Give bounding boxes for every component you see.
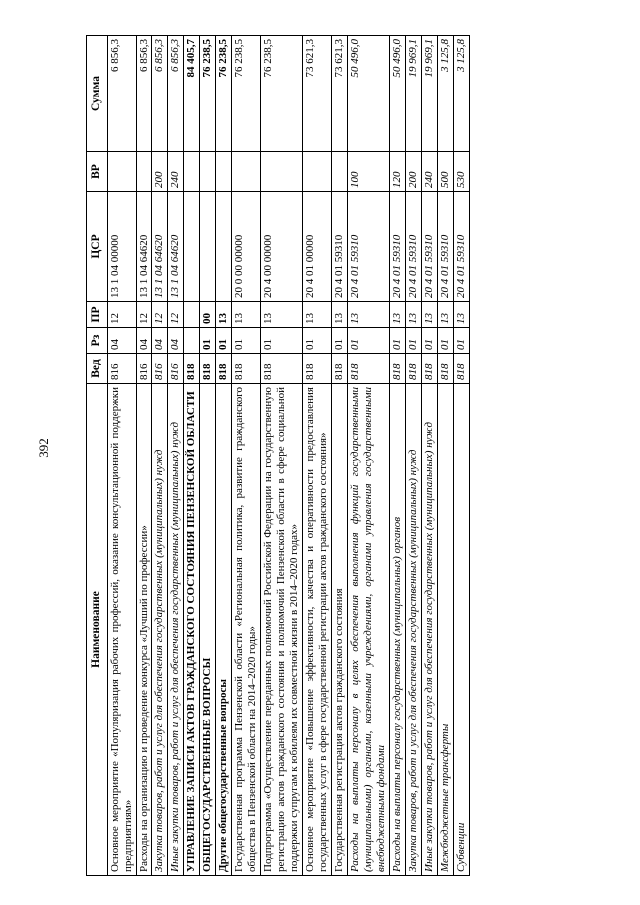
- row-rz-cell: 01: [200, 328, 216, 354]
- row-csr-cell: 20 4 01 59310: [453, 192, 469, 302]
- row-vr-cell: 530: [453, 152, 469, 192]
- row-sum-cell: 50 496,0: [389, 36, 405, 152]
- row-vr-cell: 240: [168, 152, 184, 192]
- header-pr: ПР: [87, 302, 108, 328]
- row-ved-cell: 818: [303, 354, 332, 384]
- row-csr-cell: 20 4 01 59310: [332, 192, 348, 302]
- row-vr-cell: [136, 152, 152, 192]
- row-vr-cell: 200: [405, 152, 421, 192]
- row-ved-cell: 818: [200, 354, 216, 384]
- row-sum-cell: 19 969,1: [405, 36, 421, 152]
- row-pr-cell: 13: [303, 302, 332, 328]
- table-row: [168, 36, 184, 876]
- row-name-cell: Расходы на организацию и проведение конкурса «Лучший по профессии»: [136, 384, 152, 876]
- row-csr-cell: 13 1 04 64620: [168, 192, 184, 302]
- row-vr-cell: [232, 152, 261, 192]
- row-vr-cell: 200: [152, 152, 168, 192]
- row-sum-cell: 73 621,3: [332, 36, 348, 152]
- row-name-cell: Государственная регистрация актов гражданского состояния: [332, 384, 348, 876]
- row-ved-cell: 818: [216, 354, 232, 384]
- row-csr-cell: 20 0 00 00000: [232, 192, 261, 302]
- row-vr-cell: [107, 152, 136, 192]
- row-ved-cell: 818: [261, 354, 303, 384]
- header-vr: ВР: [87, 152, 108, 192]
- row-name-cell: ОБЩЕГОСУДАРСТВЕННЫЕ ВОПРОСЫ: [200, 384, 216, 876]
- row-rz-cell: 01: [453, 328, 469, 354]
- row-csr-cell: 13 1 04 64620: [136, 192, 152, 302]
- row-ved-cell: 816: [168, 354, 184, 384]
- row-pr-cell: 13: [216, 302, 232, 328]
- row-ved-cell: 818: [453, 354, 469, 384]
- row-rz-cell: 04: [107, 328, 136, 354]
- table-row: [107, 36, 136, 876]
- row-vr-cell: [303, 152, 332, 192]
- row-rz-cell: [184, 328, 200, 354]
- row-sum-cell: 76 238,5: [216, 36, 232, 152]
- table-row: [303, 36, 332, 876]
- row-vr-cell: [184, 152, 200, 192]
- row-ved-cell: 818: [389, 354, 405, 384]
- row-name-cell: Другие общегосударственные вопросы: [216, 384, 232, 876]
- table-row: [437, 36, 453, 876]
- page-number: 392: [36, 438, 51, 458]
- row-pr-cell: 13: [348, 302, 390, 328]
- row-pr-cell: 13: [453, 302, 469, 328]
- table-row: [348, 36, 390, 876]
- row-pr-cell: 13: [405, 302, 421, 328]
- row-vr-cell: [261, 152, 303, 192]
- row-csr-cell: 20 4 01 59310: [421, 192, 437, 302]
- header-rz: Рз: [87, 328, 108, 354]
- row-vr-cell: 500: [437, 152, 453, 192]
- row-name-cell: Расходы на выплаты персоналу в целях обеспечения выполнения функций государственными (муниципальными) органами, казенными учреждениями, органами управления государственными внебюджетными фондами: [348, 384, 390, 876]
- header-sum: Сумма: [87, 36, 108, 152]
- row-ved-cell: 818: [348, 354, 390, 384]
- row-vr-cell: [332, 152, 348, 192]
- row-pr-cell: 13: [232, 302, 261, 328]
- header-ved: Вед: [87, 354, 108, 384]
- row-ved-cell: 816: [107, 354, 136, 384]
- table-row: [261, 36, 303, 876]
- row-name-cell: Субвенции: [453, 384, 469, 876]
- table-row: [389, 36, 405, 876]
- row-csr-cell: [216, 192, 232, 302]
- table-row: [232, 36, 261, 876]
- table-row: [405, 36, 421, 876]
- row-rz-cell: 01: [348, 328, 390, 354]
- row-name-cell: Государственная программа Пензенской области «Региональная политика, развитие гражданского общества в Пензенской области на 2014–2020 годы»: [232, 384, 261, 876]
- row-vr-cell: [200, 152, 216, 192]
- row-sum-cell: 6 856,3: [168, 36, 184, 152]
- row-sum-cell: 6 856,3: [136, 36, 152, 152]
- row-pr-cell: 13: [332, 302, 348, 328]
- row-name-cell: Основное мероприятие «Популяризация рабочих профессий, оказание консультационной поддержки предприятиям»: [107, 384, 136, 876]
- table-header-row: [87, 36, 108, 876]
- row-name-cell: Межбюджетные трансферты: [437, 384, 453, 876]
- row-ved-cell: 816: [152, 354, 168, 384]
- row-pr-cell: 00: [200, 302, 216, 328]
- row-csr-cell: 20 4 01 59310: [348, 192, 390, 302]
- row-vr-cell: 100: [348, 152, 390, 192]
- row-rz-cell: 01: [389, 328, 405, 354]
- row-name-cell: УПРАВЛЕНИЕ ЗАПИСИ АКТОВ ГРАЖДАНСКОГО СОСТОЯНИЯ ПЕНЗЕНСКОЙ ОБЛАСТИ: [184, 384, 200, 876]
- row-sum-cell: 84 405,7: [184, 36, 200, 152]
- row-sum-cell: 19 969,1: [421, 36, 437, 152]
- row-sum-cell: 76 238,5: [200, 36, 216, 152]
- table-row: [421, 36, 437, 876]
- row-csr-cell: 20 4 01 00000: [303, 192, 332, 302]
- table-row: [152, 36, 168, 876]
- row-csr-cell: 20 4 01 59310: [405, 192, 421, 302]
- row-csr-cell: 13 1 04 64620: [152, 192, 168, 302]
- row-name-cell: Иные закупки товаров, работ и услуг для обеспечения государственных (муниципальных) нужд: [421, 384, 437, 876]
- row-sum-cell: 3 125,8: [453, 36, 469, 152]
- row-pr-cell: 12: [168, 302, 184, 328]
- row-ved-cell: 818: [405, 354, 421, 384]
- table-row: [200, 36, 216, 876]
- header-csr: ЦСР: [87, 192, 108, 302]
- row-csr-cell: [200, 192, 216, 302]
- row-vr-cell: 120: [389, 152, 405, 192]
- row-ved-cell: 818: [232, 354, 261, 384]
- row-rz-cell: 04: [136, 328, 152, 354]
- row-csr-cell: 20 4 01 59310: [437, 192, 453, 302]
- row-ved-cell: 818: [421, 354, 437, 384]
- row-rz-cell: 01: [405, 328, 421, 354]
- row-csr-cell: 20 4 00 00000: [261, 192, 303, 302]
- row-ved-cell: 818: [437, 354, 453, 384]
- row-name-cell: Основное мероприятие «Повышение эффективности, качества и оперативности предоставления государственных услуг в сфере государственной регистрации актов гражданского состояния»: [303, 384, 332, 876]
- row-rz-cell: 01: [216, 328, 232, 354]
- row-pr-cell: [184, 302, 200, 328]
- row-sum-cell: 76 238,5: [232, 36, 261, 152]
- row-sum-cell: 6 856,3: [107, 36, 136, 152]
- row-rz-cell: 01: [332, 328, 348, 354]
- header-name: Наименование: [87, 384, 108, 876]
- row-sum-cell: 50 496,0: [348, 36, 390, 152]
- row-csr-cell: [184, 192, 200, 302]
- row-rz-cell: 04: [168, 328, 184, 354]
- row-ved-cell: 816: [136, 354, 152, 384]
- table-row: [216, 36, 232, 876]
- row-vr-cell: 240: [421, 152, 437, 192]
- row-ved-cell: 818: [332, 354, 348, 384]
- row-sum-cell: 76 238,5: [261, 36, 303, 152]
- row-pr-cell: 12: [152, 302, 168, 328]
- row-vr-cell: [216, 152, 232, 192]
- row-pr-cell: 13: [389, 302, 405, 328]
- row-csr-cell: 13 1 04 00000: [107, 192, 136, 302]
- row-name-cell: Расходы на выплаты персоналу государственных (муниципальных) органов: [389, 384, 405, 876]
- row-rz-cell: 04: [152, 328, 168, 354]
- row-pr-cell: 13: [421, 302, 437, 328]
- row-name-cell: Иные закупки товаров, работ и услуг для обеспечения государственных (муниципальных) нужд: [168, 384, 184, 876]
- table-row: [332, 36, 348, 876]
- row-rz-cell: 01: [437, 328, 453, 354]
- table-body: [107, 36, 469, 876]
- row-rz-cell: 01: [261, 328, 303, 354]
- row-ved-cell: 818: [184, 354, 200, 384]
- row-pr-cell: 12: [136, 302, 152, 328]
- row-sum-cell: 3 125,8: [437, 36, 453, 152]
- rotated-page-content: [86, 36, 554, 876]
- row-name-cell: Закупка товаров, работ и услуг для обеспечения государственных (муниципальных) нужд: [152, 384, 168, 876]
- row-rz-cell: 01: [232, 328, 261, 354]
- table-row: [184, 36, 200, 876]
- row-rz-cell: 01: [421, 328, 437, 354]
- row-csr-cell: 20 4 01 59310: [389, 192, 405, 302]
- row-sum-cell: 6 856,3: [152, 36, 168, 152]
- table-row: [453, 36, 469, 876]
- row-rz-cell: 01: [303, 328, 332, 354]
- row-name-cell: Закупка товаров, работ и услуг для обеспечения государственных (муниципальных) нужд: [405, 384, 421, 876]
- budget-table: [86, 35, 470, 876]
- row-pr-cell: 12: [107, 302, 136, 328]
- row-sum-cell: 73 621,3: [303, 36, 332, 152]
- row-pr-cell: 13: [261, 302, 303, 328]
- row-name-cell: Подпрограмма «Осуществление переданных полномочий Российской Федерации на государственную регистрацию актов гражданского состояния и полномочий Пензенской области в сфере социальной поддержки супругам к юбилеям их совместной жизни в 2014–2020 годах»: [261, 384, 303, 876]
- table-row: [136, 36, 152, 876]
- row-pr-cell: 13: [437, 302, 453, 328]
